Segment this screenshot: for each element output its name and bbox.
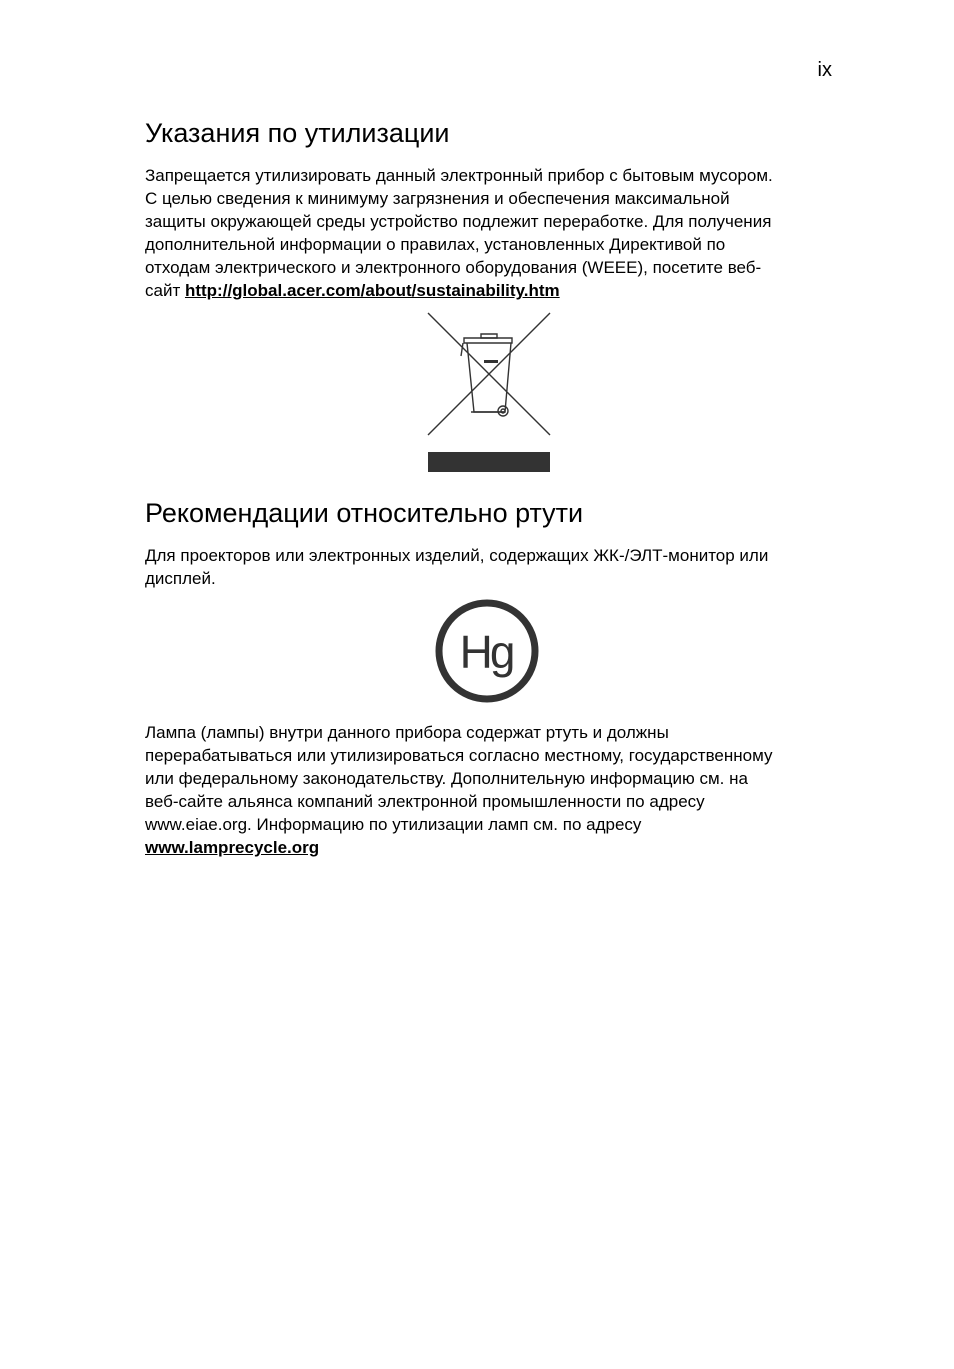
hg-mercury-icon — [434, 598, 540, 704]
page-number: ix — [817, 59, 832, 81]
text-line: дисплей. — [145, 569, 216, 588]
text-line: Лампа (лампы) внутри данного прибора содержат ртуть и должны — [145, 723, 669, 742]
disposal-text — [145, 164, 835, 302]
text-line: С целью сведения к минимуму загрязнения и обеспечения максимальной — [145, 189, 730, 208]
text-line: защиты окружающей среды устройство подлежит переработке. Для получения — [145, 212, 772, 231]
lamprecycle-link[interactable]: www.lamprecycle.org — [145, 838, 320, 857]
sustainability-link[interactable]: http://global.acer.com/about/sustainability.htm — [184, 281, 560, 300]
hg-symbol-text: Hg — [459, 626, 513, 678]
section-heading-disposal: Указания по утилизации — [145, 118, 450, 148]
text-line: дополнительной информации о правилах, установленных Директивой по — [145, 235, 726, 254]
text-line: или федеральному законодательству. Дополнительную информацию см. на — [145, 769, 748, 788]
crossed-out-wheelie-bin-icon — [427, 312, 551, 474]
text-line: веб-сайте альянса компаний электронной промышленности по адресу — [145, 792, 705, 811]
text-line: отходам электрического и электронного оборудования (WEEE), посетите веб- — [145, 258, 762, 277]
mercury-intro-text — [145, 544, 835, 590]
mercury-lamp-text — [145, 721, 835, 859]
text-line: перерабатываться или утилизироваться согласно местному, государственному — [145, 746, 773, 765]
text-line: Запрещается утилизировать данный электронный прибор с бытовым мусором. — [145, 166, 773, 185]
section-heading-mercury: Рекомендации относительно ртути — [145, 498, 584, 528]
text-line: сайт — [145, 281, 185, 300]
text-line: www.eiae.org. Информацию по утилизации ламп см. по адресу — [145, 815, 642, 834]
text-line: Для проекторов или электронных изделий, содержащих ЖК-/ЭЛТ-монитор или — [145, 546, 769, 565]
